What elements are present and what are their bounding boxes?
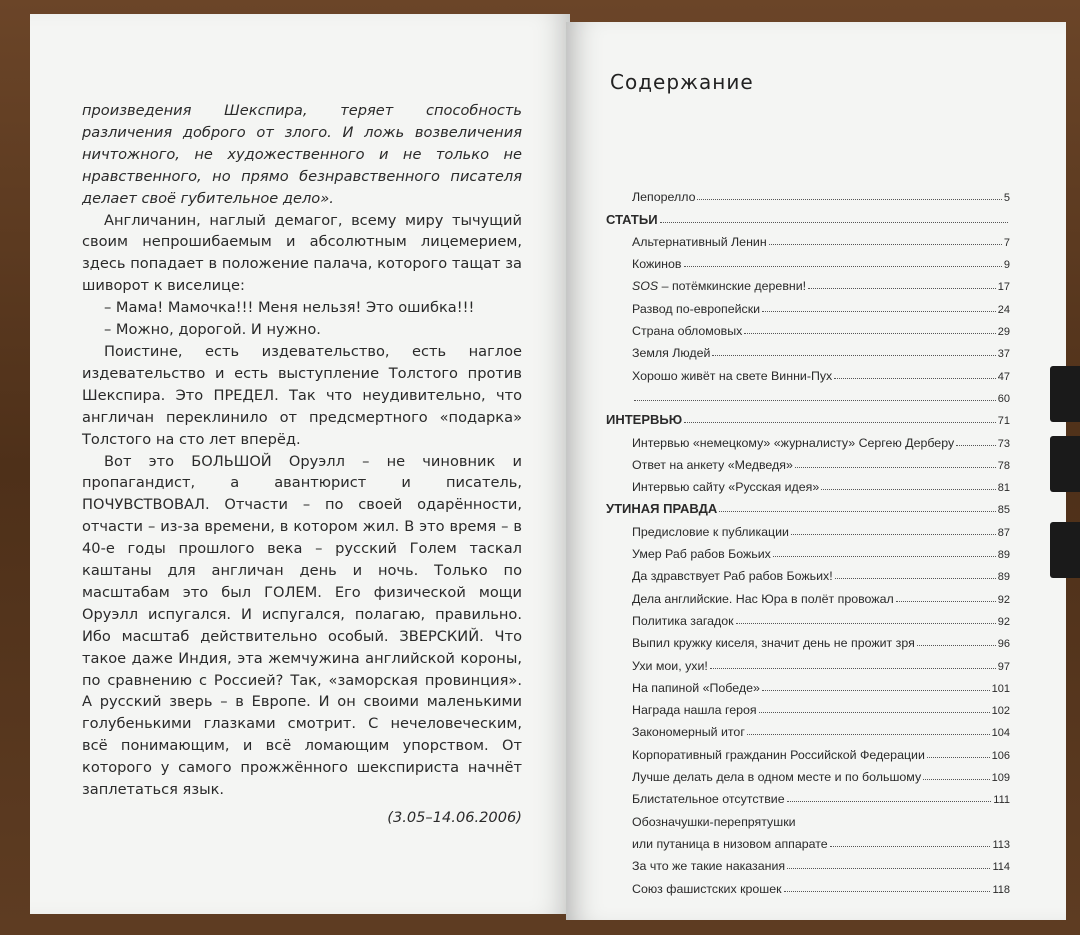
toc-entry-label-text: – потёмкинские деревни! <box>658 279 807 294</box>
toc-entry-label-text: УТИНАЯ ПРАВДА <box>606 501 718 517</box>
toc-entry-label-text: Лепорелло <box>632 190 696 205</box>
toc-entry <box>606 383 1010 405</box>
toc-entry-label-text: Лучше делать дела в одном месте и по большому <box>632 770 922 785</box>
toc-entry <box>606 338 1010 360</box>
toc-entry <box>606 762 1010 784</box>
toc-leader-dots <box>787 868 990 869</box>
toc-entry <box>606 204 1010 226</box>
toc-entry-label-text: Интервью «немецкому» «журналисту» Сергею Дерберу <box>632 435 955 450</box>
toc-leader-dots <box>762 690 990 691</box>
toc-entry-label <box>606 792 785 806</box>
toc-entry-page: 47 <box>997 370 1010 383</box>
toc-entry-label-text: Развод по-европейски <box>632 301 761 316</box>
binder-clip <box>1050 366 1080 422</box>
toc-entry-page: 5 <box>1003 192 1010 205</box>
toc-entry-label-text: Хорошо живёт на свете Винни-Пух <box>632 368 833 383</box>
toc-leader-dots <box>712 355 995 356</box>
toc-entry-page: 114 <box>992 861 1010 874</box>
toc-entry-page: 101 <box>991 682 1010 695</box>
toc-entry-page: 78 <box>997 459 1010 472</box>
toc-entry-label <box>606 748 925 762</box>
toc-leader-dots <box>634 400 996 401</box>
paragraph: произведения Шекспира, теряет способность различения доброго от злого. И ложь возвеличения ничтожного, не художественного и не только не нравственного, но прямо безнравственного писателя делает своё губительное дело». <box>82 102 522 207</box>
toc-entry-label <box>606 436 954 450</box>
toc-entry-page: 92 <box>997 615 1010 628</box>
toc-entry-label-text: Да здравствует Раб рабов Божьих! <box>632 569 833 584</box>
toc-leader-dots <box>747 734 990 735</box>
toc-entry <box>606 673 1010 695</box>
toc-entry-page: 87 <box>997 526 1010 539</box>
toc-entry-page: 92 <box>997 593 1010 606</box>
toc-entry-label <box>606 501 717 516</box>
toc-entry-page: 97 <box>997 660 1010 673</box>
toc-entry-page: 7 <box>1003 236 1010 249</box>
toc-entry-page: 109 <box>991 772 1010 785</box>
toc-entry-label-text: СТАТЬИ <box>606 211 658 227</box>
toc-leader-dots <box>795 467 996 468</box>
toc-entry <box>606 695 1010 717</box>
toc-leader-dots <box>791 534 996 535</box>
toc-entry-label-italic: SOS <box>632 279 659 294</box>
toc-entry-label-text: За что же такие наказания <box>632 859 786 874</box>
toc-entry <box>606 227 1010 249</box>
toc-entry <box>606 739 1010 761</box>
toc-entry-label <box>606 859 785 873</box>
toc-entry-label <box>606 614 734 628</box>
toc-entry-label-text: Предисловие к публикации <box>632 524 789 539</box>
toc-entry <box>606 450 1010 472</box>
toc-leader-dots <box>773 556 996 557</box>
left-page-text <box>82 100 522 829</box>
toc-entry-label <box>606 703 757 717</box>
toc-entry-label-text: Интервью сайту «Русская идея» <box>632 480 820 495</box>
toc-entry-label <box>606 480 819 494</box>
toc-leader-dots <box>835 578 996 579</box>
table-of-contents <box>606 182 1010 896</box>
toc-entry-label <box>606 257 682 271</box>
toc-leader-dots <box>697 199 1001 200</box>
dialogue-line: – Мама! Мамочка!!! Меня нельзя! Это ошибка!!! <box>104 299 475 317</box>
toc-entry-label <box>606 569 833 583</box>
toc-entry <box>606 606 1010 628</box>
toc-entry-page: 81 <box>997 482 1010 495</box>
toc-entry-page: 102 <box>991 705 1010 718</box>
toc-entry-label <box>606 837 828 851</box>
toc-entry-label-text: или путаница в низовом аппарате <box>632 836 828 851</box>
left-page <box>30 14 570 914</box>
toc-entry-page: 118 <box>992 883 1010 896</box>
toc-entry-label-text: Политика загадок <box>632 613 734 628</box>
toc-leader-dots <box>719 511 996 512</box>
dialogue-line: – Можно, дорогой. И нужно. <box>104 321 321 339</box>
toc-entry-label-text: Выпил кружку киселя, значит день не прожит зря <box>632 636 915 651</box>
toc-entry-label <box>606 346 710 360</box>
toc-leader-dots <box>660 222 1008 223</box>
toc-entry-label-text: Союз фашистских крошек <box>632 881 782 896</box>
toc-entry-label-text: Ответ на анкету «Медведя» <box>632 457 793 472</box>
toc-entry-label-text: На папиной «Победе» <box>632 680 760 695</box>
toc-leader-dots <box>787 801 992 802</box>
toc-entry-page: 24 <box>997 303 1010 316</box>
toc-leader-dots <box>808 288 996 289</box>
toc-leader-dots <box>736 623 996 624</box>
right-page <box>566 22 1066 920</box>
toc-entry-label <box>606 636 915 650</box>
toc-entry-label <box>606 592 894 606</box>
toc-entry-page: 71 <box>997 415 1010 428</box>
toc-entry <box>606 806 1010 828</box>
toc-entry-label-text: Блистательное отсутствие <box>632 792 785 807</box>
toc-entry-page: 73 <box>997 437 1010 450</box>
toc-entry-label-text: Земля Людей <box>632 346 711 361</box>
toc-entry <box>606 182 1010 204</box>
toc-leader-dots <box>769 244 1002 245</box>
toc-entry <box>606 316 1010 338</box>
toc-leader-dots <box>956 445 996 446</box>
toc-leader-dots <box>762 311 996 312</box>
toc-entry-label <box>606 212 658 227</box>
toc-entry-page: 104 <box>991 727 1010 740</box>
toc-entry-label <box>606 525 789 539</box>
toc-entry <box>606 293 1010 315</box>
toc-entry-label-text: ИНТЕРВЬЮ <box>606 412 683 428</box>
toc-leader-dots <box>896 601 996 602</box>
toc-entry-label <box>606 235 767 249</box>
toc-entry <box>606 829 1010 851</box>
toc-entry-label <box>606 659 708 673</box>
toc-leader-dots <box>923 779 990 780</box>
toc-entry-label <box>606 302 760 316</box>
toc-entry-page: 89 <box>997 549 1010 562</box>
toc-entry-label-text: Корпоративный гражданин Российской Федерации <box>632 747 925 762</box>
toc-entry <box>606 271 1010 293</box>
toc-entry-page: 111 <box>993 794 1010 807</box>
toc-leader-dots <box>927 757 990 758</box>
toc-entry-label <box>606 770 921 784</box>
paragraph: Поистине, есть издевательство, есть наглое издевательство и есть выступление Толстого против Шекспира. Это ПРЕДЕЛ. Так что неудивительно, что англичан переклинило от предсмертного «подарка» Толстого на сто лет вперёд. <box>82 342 522 448</box>
toc-leader-dots <box>710 668 996 669</box>
toc-entry-label <box>606 725 745 739</box>
toc-entry-label-text: Альтернативный Ленин <box>632 234 767 249</box>
toc-leader-dots <box>830 846 991 847</box>
toc-leader-dots <box>684 266 1002 267</box>
toc-entry-label <box>606 369 832 383</box>
toc-entry-page: 37 <box>997 348 1010 361</box>
toc-entry-label-text: Кожинов <box>632 257 682 272</box>
toc-entry-label <box>606 815 796 829</box>
toc-leader-dots <box>834 378 995 379</box>
toc-entry-label <box>606 324 742 338</box>
toc-entry-label <box>606 458 793 472</box>
paragraph: Вот это БОЛЬШОЙ Оруэлл – не чиновник и пропагандист, а авантюрист и писатель, ПОЧУВСТВОВАЛ. Отчасти – по своей одарённости, отчасти – из-за времени, в котором жил. В это время – в 40-е годы прошлого века – русский Голем таскал каштаны для англичан день и ночь. Только по масштабам это был ГОЛЕМ. Его физической мощи Оруэлл испугался. И испугался, полагаю, правильно. Ибо масштаб действительно особый. ЗВЕРСКИЙ. Что такое даже Индия, эта жемчужина английской короны, по сравнению с Россией? Так, «заморская провинция». А русский зверь – в Европе. И он своими маленькими голубенькими глазками смотрит. С нечеловеческим, всё понимающим, и всё ломающим упорством. От которого у самого прожжённого шекспириста начнёт заплетаться язык. <box>82 452 522 799</box>
toc-entry <box>606 472 1010 494</box>
toc-leader-dots <box>744 333 995 334</box>
toc-entry-page: 96 <box>997 638 1010 651</box>
toc-entry <box>606 717 1010 739</box>
toc-leader-dots <box>784 891 991 892</box>
toc-title: Содержание <box>610 70 754 94</box>
toc-entry <box>606 561 1010 583</box>
toc-entry <box>606 427 1010 449</box>
toc-entry-page: 60 <box>997 392 1010 405</box>
toc-entry-label <box>606 681 760 695</box>
toc-entry-page: 9 <box>1003 259 1010 272</box>
toc-entry-label <box>606 190 695 204</box>
toc-entry-label-text: Страна обломовых <box>632 324 743 339</box>
toc-entry <box>606 360 1010 382</box>
toc-entry <box>606 494 1010 516</box>
toc-entry-label-text: Закономерный итог <box>632 725 745 740</box>
toc-entry <box>606 851 1010 873</box>
date-line: (3.05–14.06.2006) <box>387 809 522 826</box>
toc-entry-label-text: Награда нашла героя <box>632 703 757 718</box>
toc-leader-dots <box>821 489 995 490</box>
toc-entry <box>606 628 1010 650</box>
toc-entry-label-text: Умер Раб рабов Божьих <box>632 547 771 562</box>
binder-clip <box>1050 522 1080 578</box>
toc-entry <box>606 405 1010 427</box>
toc-entry-page: 85 <box>997 504 1010 517</box>
toc-entry-page: 17 <box>997 281 1010 294</box>
toc-entry-label <box>606 279 806 293</box>
toc-entry-label-text: Дела английские. Нас Юра в полёт провожал <box>632 591 894 606</box>
toc-entry-label <box>606 412 682 427</box>
toc-entry <box>606 873 1010 895</box>
binder-clip <box>1050 436 1080 492</box>
toc-entry <box>606 650 1010 672</box>
toc-entry <box>606 583 1010 605</box>
toc-leader-dots <box>759 712 990 713</box>
toc-entry <box>606 516 1010 538</box>
toc-entry-label-text: Обозначушки-перепрятушки <box>632 814 796 829</box>
toc-entry-label <box>606 882 782 896</box>
toc-entry-page: 89 <box>997 571 1010 584</box>
toc-entry <box>606 249 1010 271</box>
paragraph: Англичанин, наглый демагог, всему миру тычущий своим непрошибаемым и абсолютным лицемерием, здесь попадает в положение палача, которого тащат за шиворот к виселице: <box>82 211 522 295</box>
toc-entry-label-text: Ухи мои, ухи! <box>632 658 708 673</box>
toc-entry-page: 113 <box>992 838 1010 851</box>
toc-entry <box>606 539 1010 561</box>
toc-entry-page: 29 <box>997 326 1010 339</box>
toc-entry-page: 106 <box>991 749 1010 762</box>
toc-entry-label <box>606 547 771 561</box>
toc-leader-dots <box>917 645 996 646</box>
toc-leader-dots <box>684 422 996 423</box>
toc-entry <box>606 784 1010 806</box>
